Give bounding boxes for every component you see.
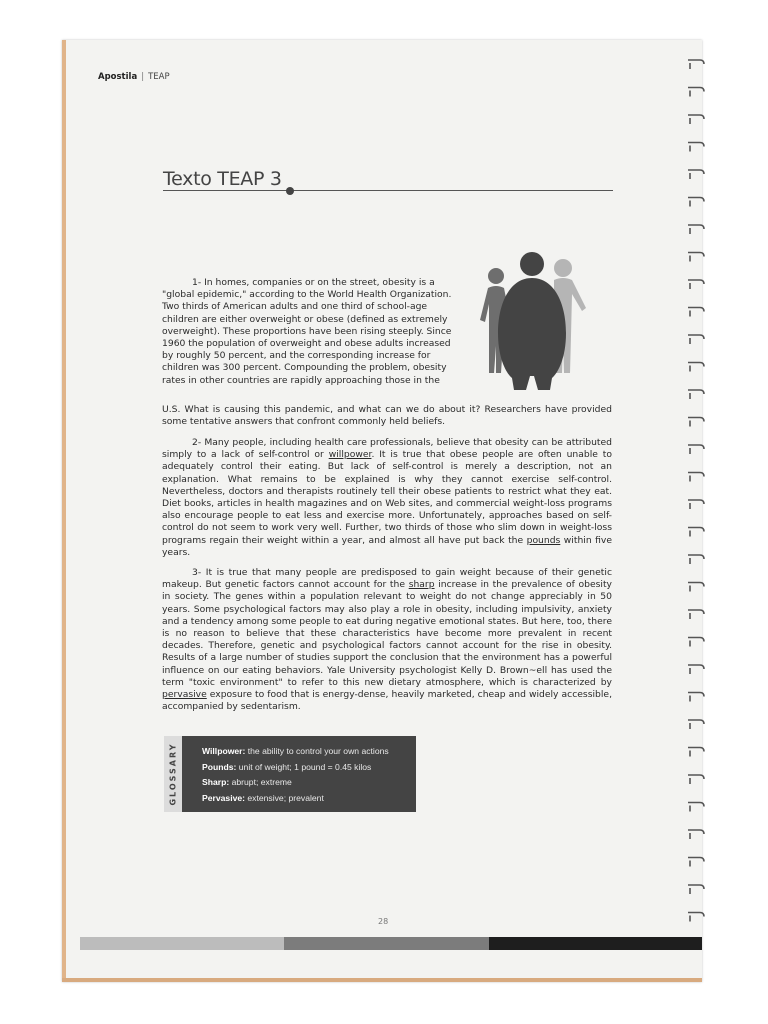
binding-ring	[688, 610, 704, 619]
obesity-silhouettes-icon	[474, 248, 594, 393]
glossary-tab-label: GLOSSARY	[168, 742, 178, 806]
p1-line: "global epidemic," according to the World Health Organization.	[162, 289, 452, 301]
page-number: 28	[378, 917, 389, 926]
binding-ring	[688, 363, 704, 372]
glossary-term-willpower: willpower	[328, 449, 372, 461]
binding-ring	[688, 473, 704, 482]
binding-ring	[688, 253, 704, 262]
glossary-box	[164, 736, 416, 812]
binding-ring	[688, 88, 704, 97]
footer-bar-mid	[284, 937, 489, 950]
binding-ring	[688, 583, 704, 592]
document-page	[62, 40, 702, 982]
binding-ring	[688, 335, 704, 344]
spiral-binding-icon	[686, 52, 706, 932]
binding-ring	[688, 720, 704, 729]
glossary-term-pervasive: pervasive	[162, 689, 207, 701]
p1-line: by roughly 50 percent, and the corresponding increase for	[162, 350, 431, 362]
binding-ring	[688, 665, 704, 674]
p1-line: overweight). These proportions have been rising steeply. Since	[162, 325, 452, 337]
glossary-item: Pounds: unit of weight; 1 pound = 0.45 kilos	[202, 761, 372, 772]
binding-ring	[688, 555, 704, 564]
binding-ring	[688, 115, 704, 124]
p1-line: children was 300 percent. Compounding the problem, obesity	[162, 362, 447, 374]
binding-ring	[688, 885, 704, 894]
binding-ring	[688, 308, 704, 317]
binding-ring	[688, 693, 704, 702]
paper-edge-bottom	[62, 978, 702, 982]
paragraph-1	[162, 277, 452, 387]
glossary-term-sharp: sharp	[408, 579, 435, 591]
paragraph-2: 2- Many people, including health care professionals, believe that obesity can be attributed simply to a lack of self-control or willpower. It is true that obese people are often unable to adequately control their eating. But lack of self-control is merely a description, not an explanation. What remains to be explained is why they cannot exercise self-control. Nevertheless, doctors and therapists routinely tell their obese patients to restrict what they eat. Diet books, articles in health magazines and on Web sites, and commercial weight-loss programs also encourage people to eat less and exercise more. Unfortunately, approaches based on self-control do not seem to work very well. Further, two thirds of those who slim down in weight-loss programs regain their weight within a year, and almost all have put back the pounds within five years.	[162, 437, 612, 558]
paragraph-3: 3- It is true that many people are predisposed to gain weight because of their genetic makeup. But genetic factors cannot account for the sharp increase in the prevalence of obesity in society. The genes within a population relevant to weight do not change appreciably in 50 years. Some psychological factors may also play a role in obesity, including impulsivity, anxiety and a tendency among some people to eat during negative emotional states. But here, too, there is no reason to believe that these characteristics have become more prevalent in recent decades. Therefore, genetic and psychological factors cannot account for the rise in obesity. Results of a large number of studies support the conclusion that the environment has a powerful influence on our eating behaviors. Yale University psychologist Kelly D. Brown~ell has used the term "toxic environment" to refer to this new dietary atmosphere, which is characterized by pervasive exposure to food that is energy-dense, heavily marketed, cheap and widely accessible, accompanied by sedentarism.	[162, 567, 612, 713]
binding-ring	[688, 225, 704, 234]
footer-bar-light	[80, 937, 284, 950]
p1-line: 1- In homes, companies or on the street, obesity is a	[192, 277, 435, 288]
glossary-list	[202, 744, 389, 806]
binding-ring	[688, 418, 704, 427]
binding-ring	[688, 913, 704, 922]
binding-ring	[688, 775, 704, 784]
binding-ring	[688, 500, 704, 509]
p1-line: Two thirds of American adults and one third of school-age	[162, 301, 428, 313]
page-title: Texto TEAP 3	[163, 168, 282, 190]
footer-bar-dark	[489, 937, 702, 950]
binding-ring	[688, 638, 704, 647]
header-separator: |	[141, 72, 145, 82]
glossary-term-pounds: pounds	[526, 534, 561, 546]
header-section: TEAP	[148, 72, 170, 82]
binding-ring	[688, 445, 704, 454]
binding-ring	[688, 280, 704, 289]
binding-ring	[688, 390, 704, 399]
glossary-tab	[164, 736, 182, 812]
p1-line: children are either overweight or obese (defined as extremely	[162, 313, 448, 325]
title-underline	[163, 190, 613, 191]
header-brand: Apostila	[98, 72, 138, 82]
paper-edge-left	[62, 40, 66, 982]
p1-line: rates in other countries are rapidly approaching those in the	[162, 374, 440, 386]
paragraph-1-tail: U.S. What is causing this pandemic, and what can we do about it? Researchers have provided some tentative answers that confront commonly held beliefs.	[162, 404, 612, 428]
binding-ring	[688, 748, 704, 757]
glossary-item: Pervasive: extensive; prevalent	[202, 792, 324, 803]
binding-ring	[688, 528, 704, 537]
binding-ring	[688, 803, 704, 812]
running-header	[98, 72, 170, 82]
binding-ring	[688, 170, 704, 179]
p1-line: 1960 the population of overweight and obese adults increased	[162, 338, 451, 350]
binding-ring	[688, 143, 704, 152]
binding-ring	[688, 60, 704, 69]
glossary-item: Willpower: the ability to control your own actions	[202, 746, 389, 756]
title-dot-icon	[286, 187, 294, 195]
binding-ring	[688, 198, 704, 207]
glossary-item: Sharp: abrupt; extreme	[202, 777, 292, 787]
binding-ring	[688, 830, 704, 839]
binding-ring	[688, 858, 704, 867]
